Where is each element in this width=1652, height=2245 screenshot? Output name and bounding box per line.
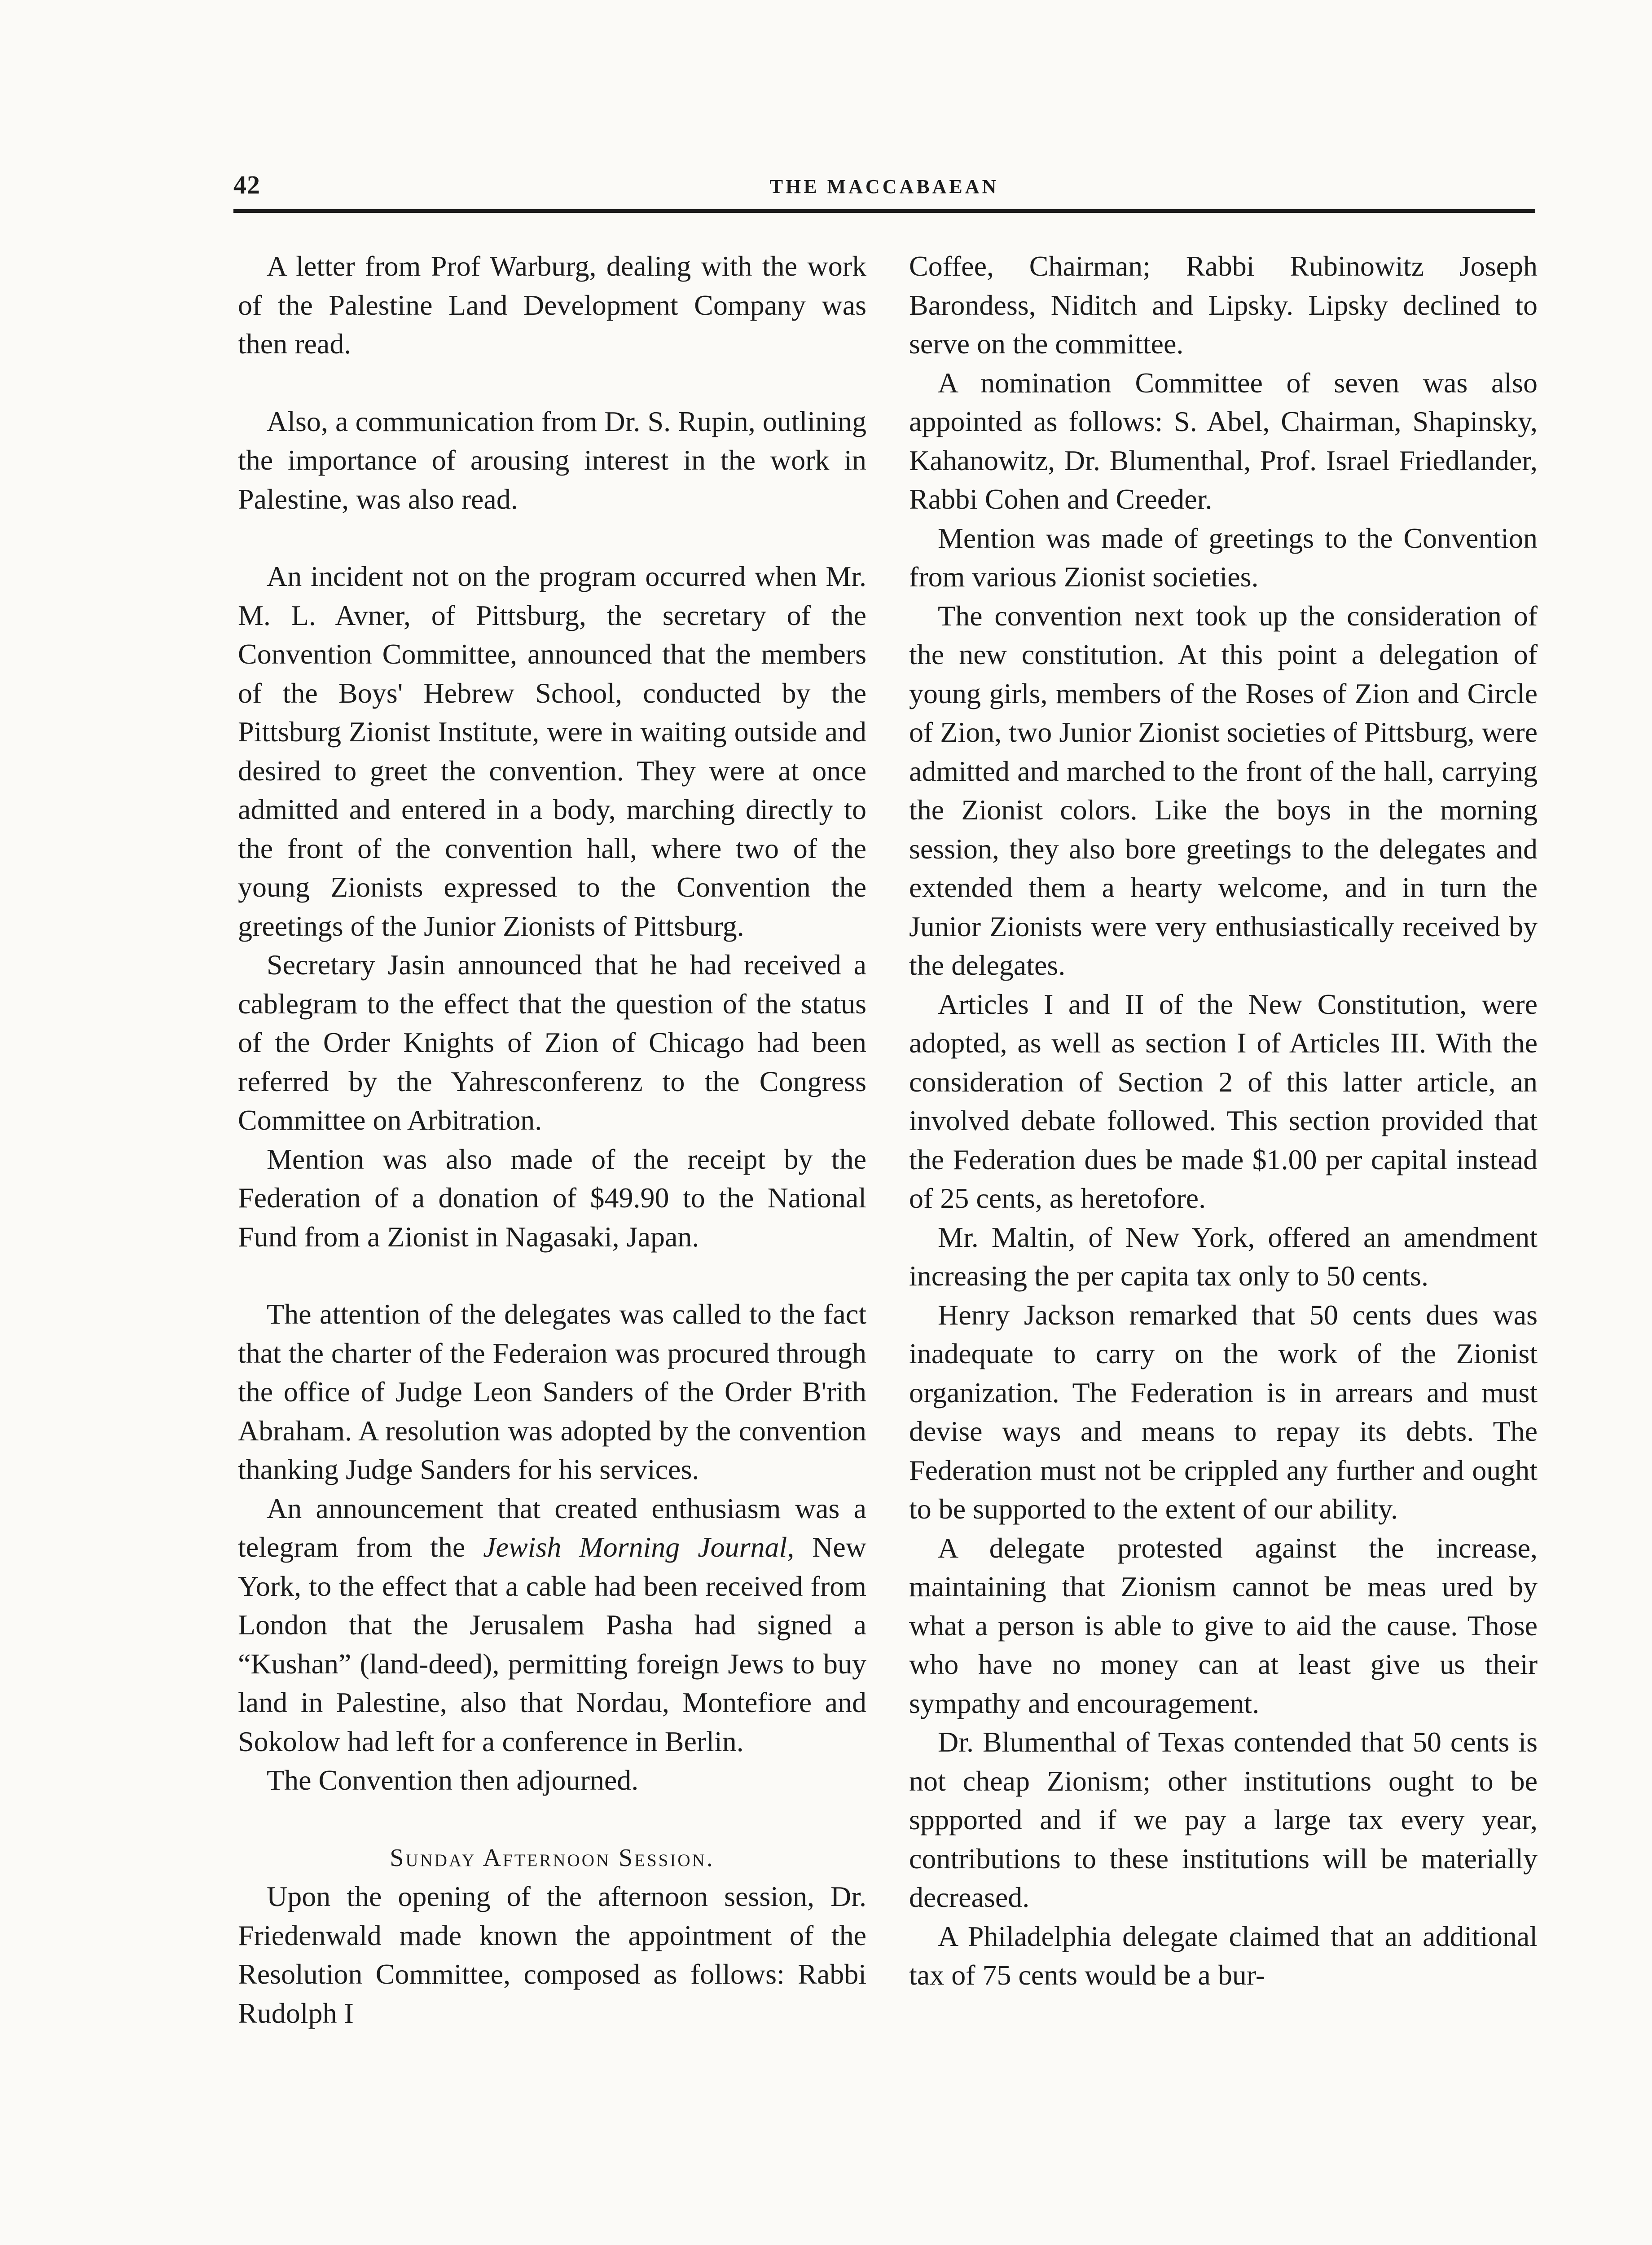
page-number: 42 [233,170,260,199]
announcement-paragraph [238,1489,866,1761]
paragraph: Mention was made of greetings to the Convention from various Zionist societies. [909,522,1538,593]
header-rule [233,209,1535,213]
running-title: THE MACCABAEAN [769,176,999,198]
paragraph: A letter from Prof Warburg, dealing with the work of the Palestine Land Development Company was then read. [238,250,866,360]
paragraph: Henry Jackson remarked that 50 cents dues was inadequate to carry on the work of the Zionist organization. The Federation is in arrears and must devise ways and means to repay its debts. The Federation must not be crippled any further and ought to be supported to the extent of our ability. [909,1299,1538,1525]
paragraph: A Philadelphia delegate claimed that an additional tax of 75 cents would be a bur- [909,1920,1538,1991]
announcement-text: An announcement that created enthusiasm was a telegram from the [238,1492,866,1563]
paragraph: The Convention then adjourned. [267,1764,639,1796]
paragraph: Dr. Blumenthal of Texas contended that 50 cents is not cheap Zionism; other institutions ought to be sppported and if we pay a large tax every year, contributions to these institutions will be materially decreased. [909,1726,1538,1913]
paragraph: Upon the opening of the afternoon session, Dr. Friedenwald made known the appointment of the Resolution Committee, composed as follows: Rabbi Rudolph I [238,1880,866,2029]
paragraph: Mention was also made of the receipt by the Federation of a donation of $49.90 to the National Fund from a Zionist in Nagasaki, Japan. [238,1143,866,1253]
paragraph: Mr. Maltin, of New York, offered an amendment increasing the per capita tax only to 50 cents. [909,1221,1538,1292]
paragraph: Also, a communication from Dr. S. Rupin, outlining the importance of arousing interest in the work in Palestine, was also read. [238,405,866,515]
paragraph: Coffee, Chairman; Rabbi Rubinowitz Joseph Barondess, Niditch and Lipsky. Lipsky declined to serve on the committee. [909,250,1538,360]
paragraph: Secretary Jasin announced that he had received a cablegram to the effect that the question of the status of the Order Knights of Zion of Chicago had been referred by the Yahresconferenz to the Congress Committee on Arbitration. [238,949,866,1136]
left-column [238,247,866,2033]
newspaper-title: Jewish Morning Journal, [483,1531,795,1563]
paragraph: A delegate protested against the increase, maintaining that Zionism cannot be meas ured by what a person is able to give to aid the cause. Those who have no money can at least give us their sympathy and encouragement. [909,1532,1538,1719]
paragraph: The convention next took up the consideration of the new constitution. At this point a delegation of young girls, members of the Roses of Zion and Circle of Zion, two Junior Zionist societies of Pittsburg, were admitted and marched to the front of the hall, carrying the Zionist colors. Like the boys in the morning session, they also bore greetings to the delegates and extended them a hearty welcome, and in turn the Junior Zionists were very enthusiastically received by the delegates. [909,599,1538,981]
page-header [233,170,1535,206]
paragraph: An incident not on the program occurred when Mr. M. L. Avner, of Pittsburg, the secretary of the Convention Committee, announced that the members of the Boys' Hebrew School, conducted by the Pittsburg Zionist Institute, were in waiting outside and desired to greet the convention. They were at once admitted and entered in a body, marching directly to the front of the convention hall, where two of the young Zionists expressed to the Convention the greetings of the Junior Zionists of Pittsburg. [238,560,866,942]
paragraph: A nomination Committee of seven was also appointed as follows: S. Abel, Chairman, Shapinsky, Kahanowitz, Dr. Blumenthal, Prof. Israel Friedlander, Rabbi Cohen and Creeder. [909,366,1538,515]
section-heading: Sunday Afternoon Session. [390,1844,715,1872]
paragraph: The attention of the delegates was called to the fact that the charter of the Federaion was procured through the office of Judge Leon Sanders of the Order B'rith Abraham. A resolution was adopted by the convention thanking Judge Sanders for his services. [238,1298,866,1485]
right-column [909,247,1538,1995]
paragraph: Articles I and II of the New Constitution, were adopted, as well as section I of Articles III. With the consideration of Section 2 of this latter article, an involved debate followed. This section provided that the Federation dues be made $1.00 per capital instead of 25 cents, as heretofore. [909,988,1538,1214]
announcement-text: New York, to the effect that a cable had been received from London that the Jerusalem Pasha had signed a “Kushan” (land-deed), permitting foreign Jews to buy land in Palestine, also that Nordau, Montefiore and Sokolow had left for a conference in Berlin. [238,1531,867,1757]
